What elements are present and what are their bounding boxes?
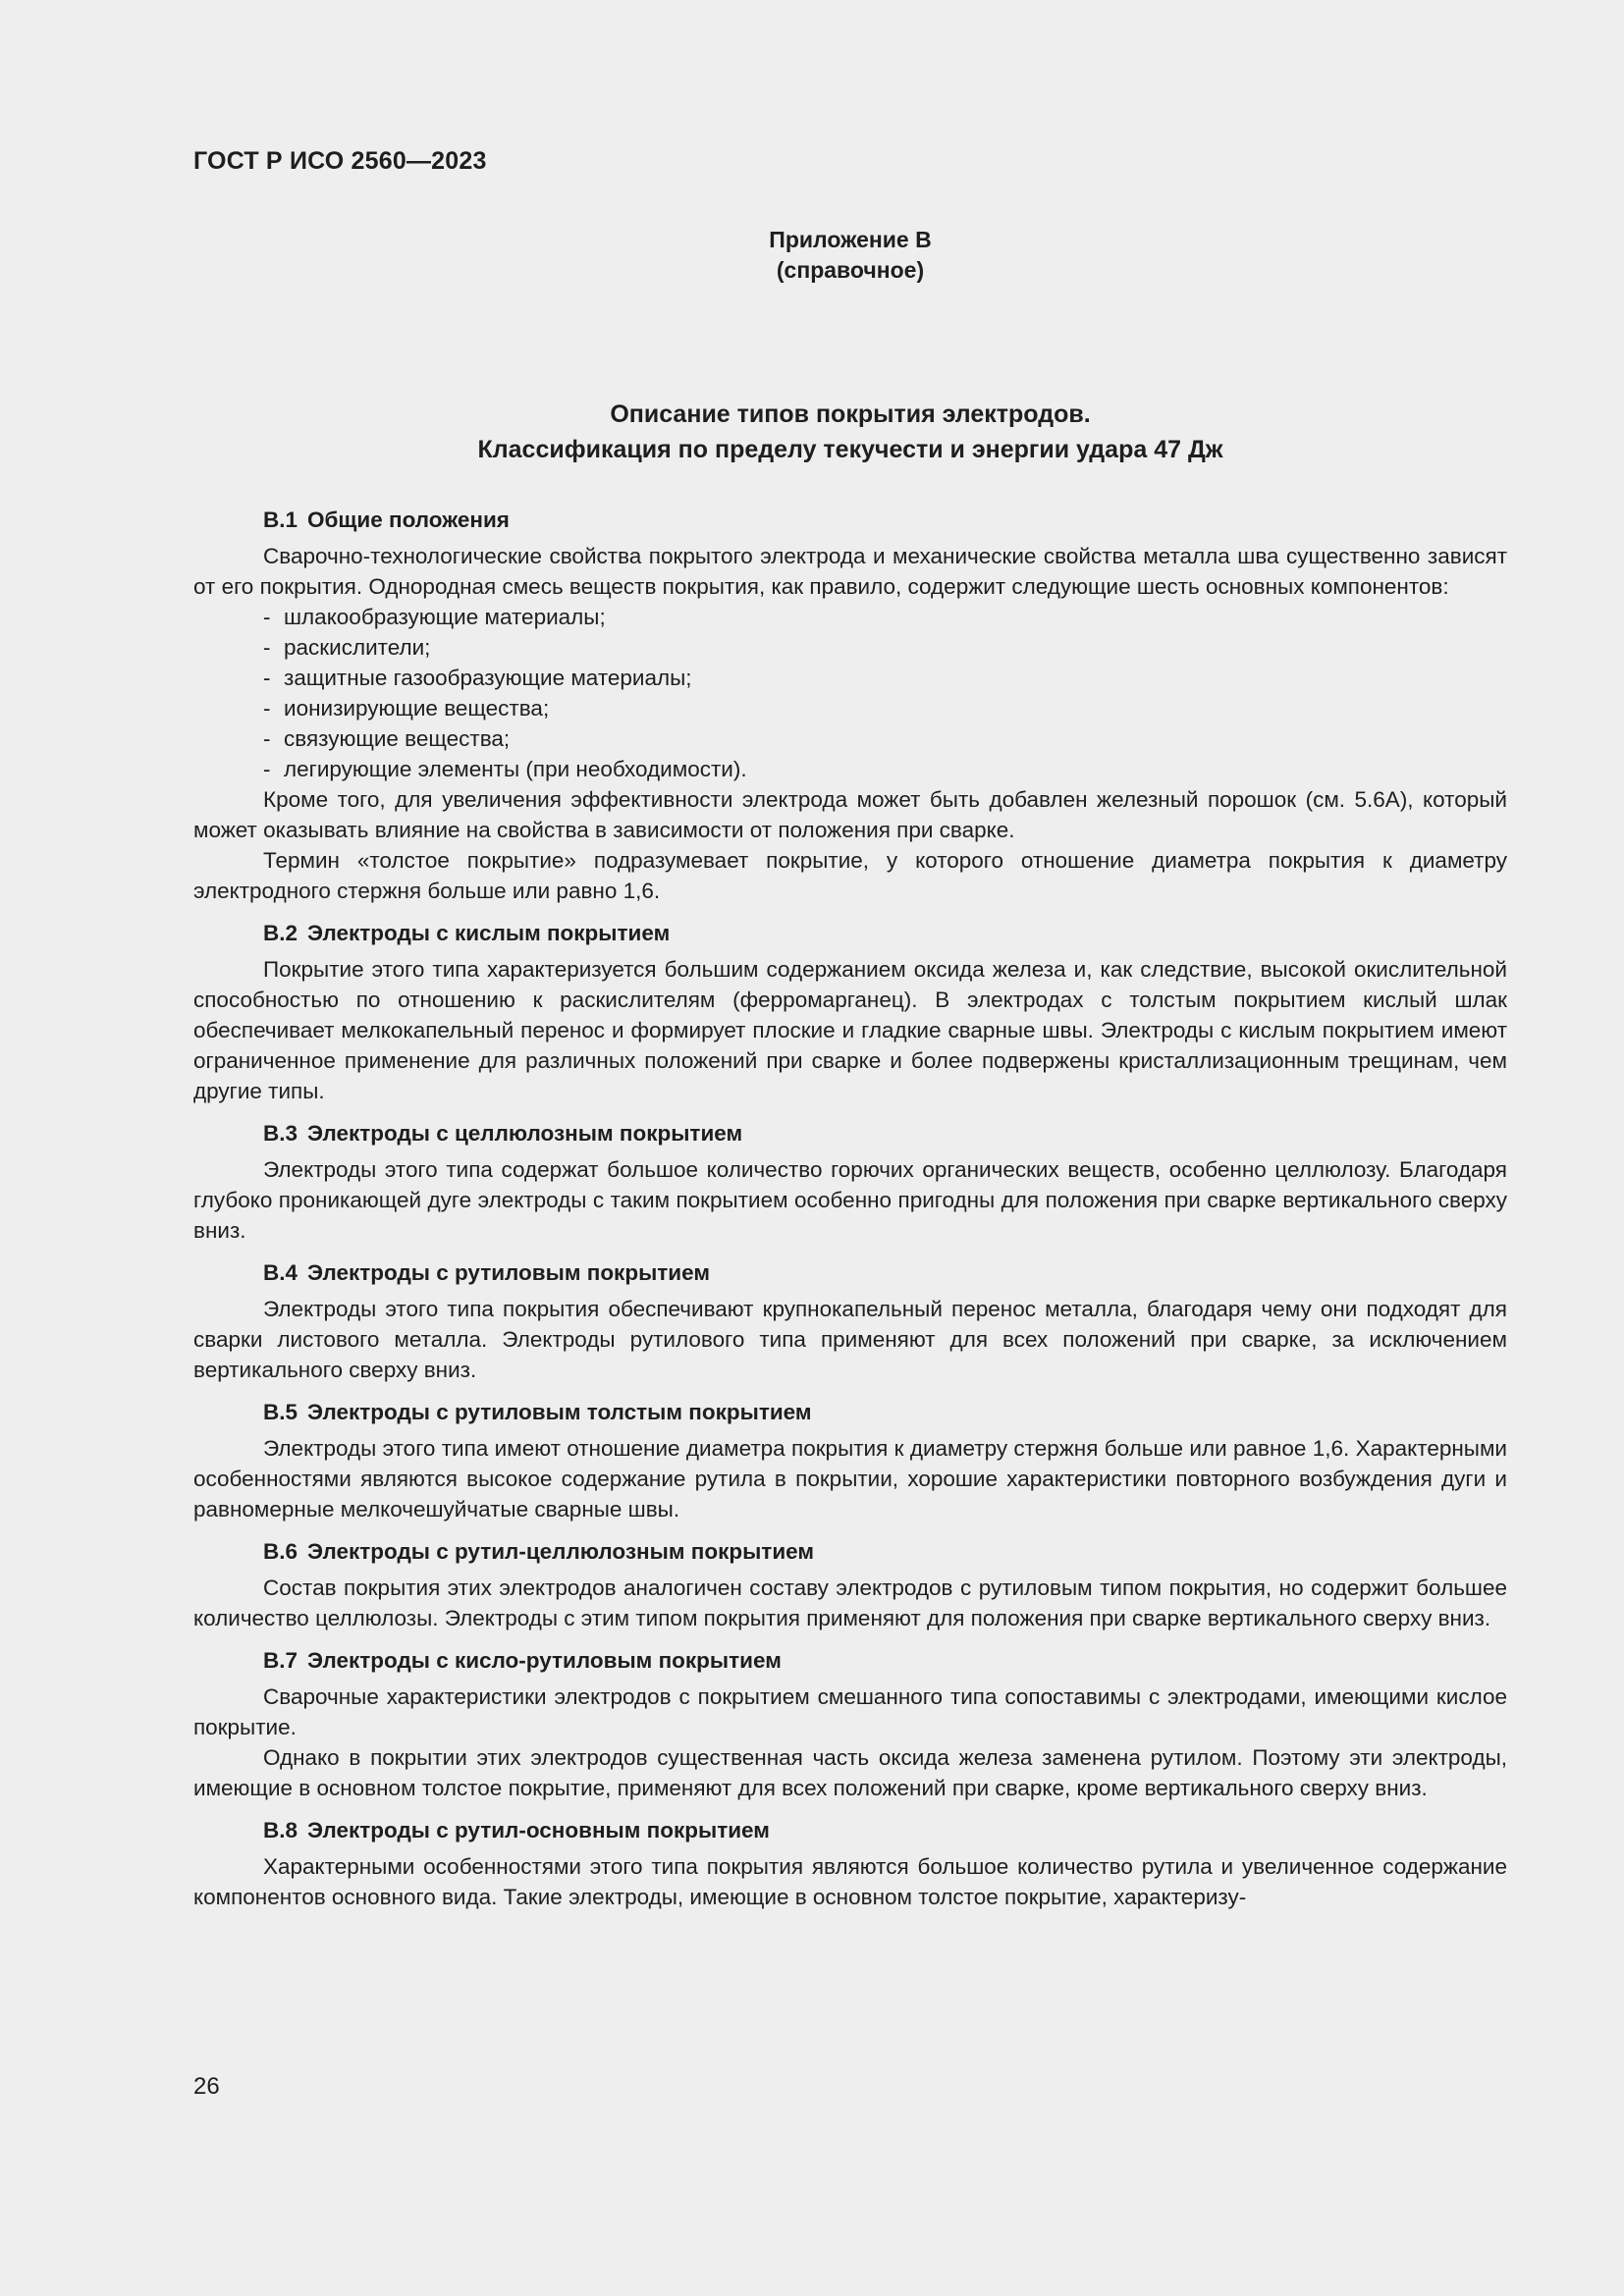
section-number: В.2 (263, 921, 298, 945)
paragraph: Характерными особенностями этого типа покрытия являются большое количество рутила и увеличенное содержание компонентов основного вида. Такие электроды, имеющие в основном толстое покрытие, характеризу- (193, 1854, 1507, 1909)
section-b4 (193, 1257, 1507, 1385)
section-title: Электроды с рутил-основным покрытием (307, 1818, 770, 1842)
section-number: В.8 (263, 1818, 298, 1842)
list-item: - шлакообразующие материалы; (263, 605, 606, 629)
section-heading (193, 1397, 1507, 1427)
list-item: - раскислители; (263, 635, 431, 660)
paragraph: Термин «толстое покрытие» подразумевает покрытие, у которого отношение диаметра покрытия к диаметру электродного стержня больше или равно 1,6. (193, 848, 1507, 903)
paragraph: Электроды этого типа имеют отношение диаметра покрытия к диаметру стержня больше или равное 1,6. Характерными особенностями являются высокое содержание рутила в покрытии, хорошие характеристики повторного возбуждения дуги и равномерные мелкочешуйчатые сварные швы. (193, 1436, 1507, 1522)
section-number: В.5 (263, 1400, 298, 1424)
section-b2 (193, 918, 1507, 1106)
section-number: В.1 (263, 507, 298, 532)
paragraph: Состав покрытия этих электродов аналогичен составу электродов с рутиловым типом покрытия, но содержит большее количество целлюлозы. Электроды с этим типом покрытия применяют для положения при сварке вертикального сверху вниз. (193, 1575, 1507, 1630)
section-heading (193, 1257, 1507, 1288)
paragraph: Однако в покрытии этих электродов существенная часть оксида железа заменена рутилом. Поэтому эти электроды, имеющие в основном толстое покрытие, применяют для всех положений при сварке, кроме вертикального сверху вниз. (193, 1745, 1507, 1800)
list-item: - защитные газообразующие материалы; (263, 666, 692, 690)
section-b3 (193, 1118, 1507, 1246)
section-b8 (193, 1815, 1507, 1912)
section-title: Общие положения (307, 507, 510, 532)
appendix-type: (справочное) (776, 257, 925, 283)
section-number: В.3 (263, 1121, 298, 1146)
section-heading (193, 1118, 1507, 1148)
document-code: ГОСТ Р ИСО 2560—2023 (193, 147, 487, 175)
section-title: Электроды с кислым покрытием (307, 921, 671, 945)
section-b5 (193, 1397, 1507, 1524)
section-title: Электроды с рутил-целлюлозным покрытием (307, 1539, 815, 1564)
section-title: Электроды с кисло-рутиловым покрытием (307, 1648, 782, 1673)
section-b1 (193, 505, 1507, 906)
list-item: - ионизирующие вещества; (263, 696, 550, 721)
appendix-heading (193, 225, 1507, 286)
section-title: Электроды с целлюлозным покрытием (307, 1121, 743, 1146)
section-heading (193, 1536, 1507, 1567)
page-number: 26 (193, 2073, 220, 2100)
section-heading (193, 505, 1507, 535)
list-item: - связующие вещества; (263, 726, 511, 751)
paragraph: Электроды этого типа содержат большое количество горючих органических веществ, особенно целлюлозу. Благодаря глубоко проникающей дуге электроды с таким покрытием особенно пригодны для положения при сварке вертикального сверху вниз. (193, 1157, 1507, 1243)
paragraph: Покрытие этого типа характеризуется большим содержанием оксида железа и, как следствие, высокой окислительной способностью по отношению к раскислителям (ферромарганец). В электродах с толстым покрытием кислый шлак обеспечивает мелкокапельный перенос и формирует плоские и гладкие сварные швы. Электроды с кислым покрытием имеют ограниченное применение для различных положений при сварке и более подвержены кристаллизационным трещинам, чем другие типы. (193, 957, 1507, 1103)
section-number: В.7 (263, 1648, 298, 1673)
title-line-1: Описание типов покрытия электродов. (610, 400, 1091, 428)
appendix-title: Приложение В (769, 227, 932, 252)
section-b7 (193, 1645, 1507, 1803)
section-title: Электроды с рутиловым толстым покрытием (307, 1400, 812, 1424)
section-title: Электроды с рутиловым покрытием (307, 1260, 710, 1285)
paragraph: Сварочные характеристики электродов с покрытием смешанного типа сопоставимы с электродами, имеющими кислое покрытие. (193, 1684, 1507, 1739)
appendix-main-title (193, 397, 1507, 467)
paragraph: Сварочно-технологические свойства покрытого электрода и механические свойства металла шва существенно зависят от его покрытия. Однородная смесь веществ покрытия, как правило, содержит следующие шесть основных компонентов: (193, 544, 1507, 599)
document-body (193, 505, 1507, 1924)
section-b6 (193, 1536, 1507, 1633)
section-heading (193, 918, 1507, 948)
list-item: - легирующие элементы (при необходимости). (263, 757, 747, 781)
section-heading (193, 1645, 1507, 1676)
component-list (193, 602, 1507, 784)
paragraph: Электроды этого типа покрытия обеспечивают крупнокапельный перенос металла, благодаря чему они подходят для сварки листового металла. Электроды рутилового типа применяют для всех положений при сварке, за исключением вертикального сверху вниз. (193, 1297, 1507, 1382)
section-number: В.4 (263, 1260, 298, 1285)
title-line-2: Классификация по пределу текучести и энергии удара 47 Дж (477, 436, 1223, 463)
section-number: В.6 (263, 1539, 298, 1564)
section-heading (193, 1815, 1507, 1845)
paragraph: Кроме того, для увеличения эффективности электрода может быть добавлен железный порошок (см. 5.6А), который может оказывать влияние на свойства в зависимости от положения при сварке. (193, 787, 1507, 842)
